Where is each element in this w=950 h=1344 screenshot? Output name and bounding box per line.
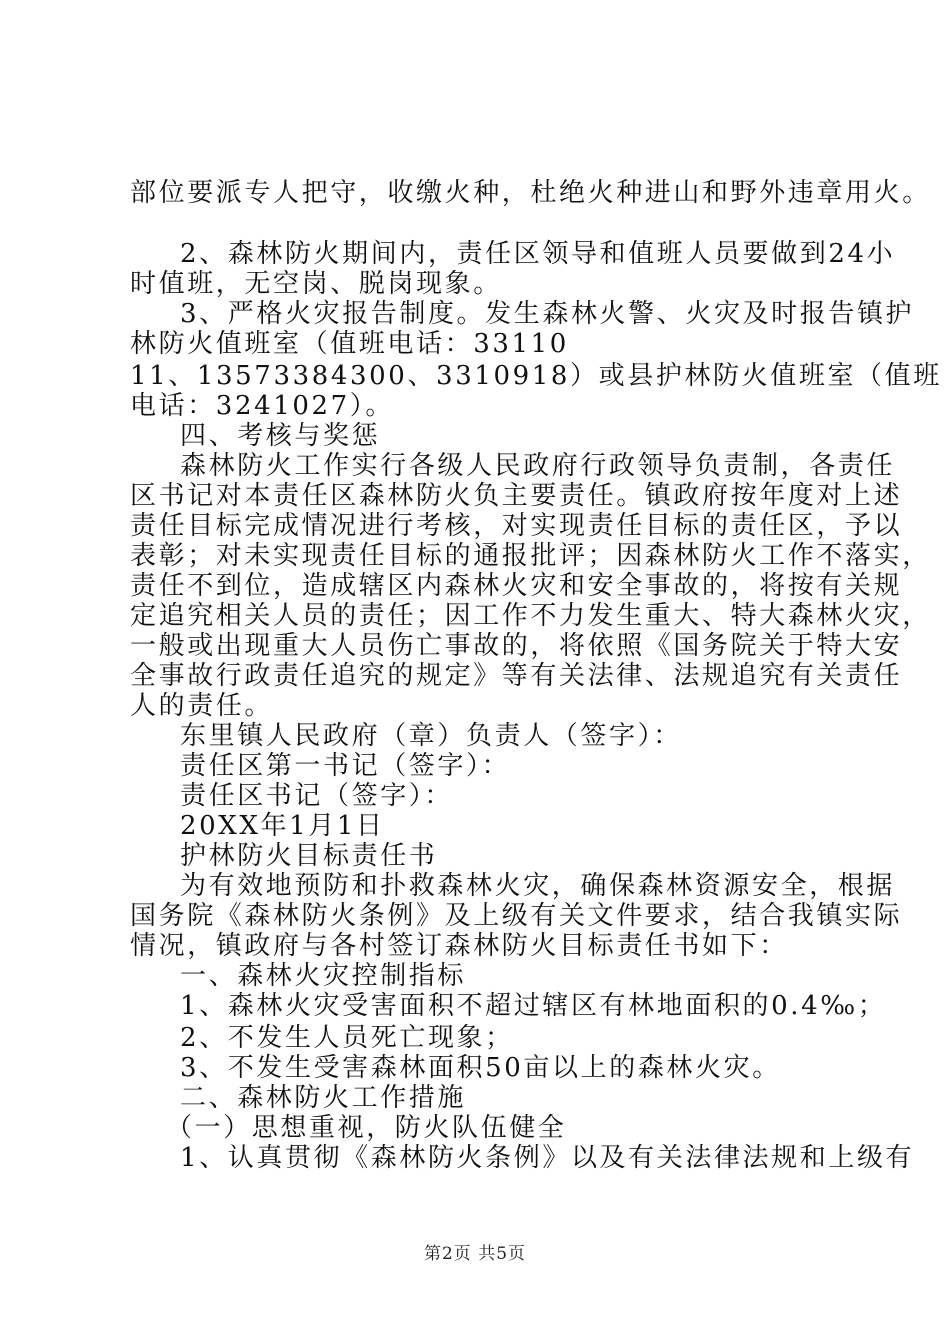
- text-line-14: 定追究相关人员的责任；因工作不力发生重大、特大森林火灾，: [130, 601, 931, 631]
- list-item-2: 2、不发生人员死亡现象；: [180, 1023, 514, 1053]
- list-item-1: 1、森林火灾受害面积不超过辖区有林地面积的0.4‰；: [180, 991, 887, 1021]
- text-line-9: 森林防火工作实行各级人民政府行政领导负责制，各责任: [180, 451, 896, 481]
- list-item-4: 1、认真贯彻《森林防火条例》以及有关法律法规和上级有: [180, 1143, 915, 1173]
- text-line-13: 责任不到位，造成辖区内森林火灾和安全事故的，将按有关规: [130, 571, 903, 601]
- signature-first-secretary: 责任区第一书记（签字）：: [180, 751, 511, 781]
- text-line-24: 国务院《森林防火条例》及上级有关文件要求，结合我镇实际: [130, 901, 903, 931]
- signature-secretary: 责任区书记（签字）：: [180, 781, 454, 811]
- text-line-17: 人的责任。: [130, 691, 274, 721]
- text-line-10: 区书记对本责任区森林防火负主要责任。镇政府按年度对上述: [130, 481, 903, 511]
- text-line-1: 部位要派专人把守，收缴火种，杜绝火种进山和野外违章用火。: [130, 178, 931, 208]
- text-line-5: 林防火值班室（值班电话：33110: [130, 329, 569, 359]
- text-line-3: 时值班，无空岗、脱岗现象。: [130, 269, 502, 299]
- signature-government: 东里镇人民政府（章）负责人（签字）：: [180, 721, 682, 751]
- section-heading-1: 一、森林火灾控制指标: [180, 961, 467, 991]
- section-heading-2: 二、森林防火工作措施: [180, 1083, 467, 1113]
- text-line-6: 11、13573384300、3310918）或县护林防火值班室（值班: [130, 361, 942, 391]
- text-line-7: 电话：3241027）。: [130, 391, 394, 421]
- text-line-12: 表彰；对未实现责任目标的通报批评；因森林防火工作不落实，: [130, 541, 931, 571]
- section-heading-4: 四、考核与奖惩: [180, 421, 381, 451]
- text-line-4: 3、严格火灾报告制度。发生森林火警、火灾及时报告镇护: [180, 299, 915, 329]
- subsection-heading-1: （一）思想重视，防火队伍健全: [166, 1113, 567, 1143]
- text-line-2: 2、森林防火期间内，责任区领导和值班人员要做到24小: [180, 239, 896, 269]
- page-footer: 第2页 共5页: [423, 1244, 527, 1264]
- list-item-3: 3、不发生受害森林面积50亩以上的森林火灾。: [180, 1053, 781, 1083]
- text-line-11: 责任目标完成情况进行考核，对实现责任目标的责任区，予以: [130, 511, 903, 541]
- document-title: 护林防火目标责任书: [180, 841, 438, 871]
- text-line-15: 一般或出现重大人员伤亡事故的，将依照《国务院关于特大安: [130, 631, 903, 661]
- text-line-25: 情况，镇政府与各村签订森林防火目标责任书如下：: [130, 931, 788, 961]
- text-line-23: 为有效地预防和扑救森林火灾，确保森林资源安全，根据: [180, 871, 896, 901]
- document-date: 20XX年1月1日: [180, 811, 385, 841]
- text-line-16: 全事故行政责任追究的规定》等有关法律、法规追究有关责任: [130, 661, 903, 691]
